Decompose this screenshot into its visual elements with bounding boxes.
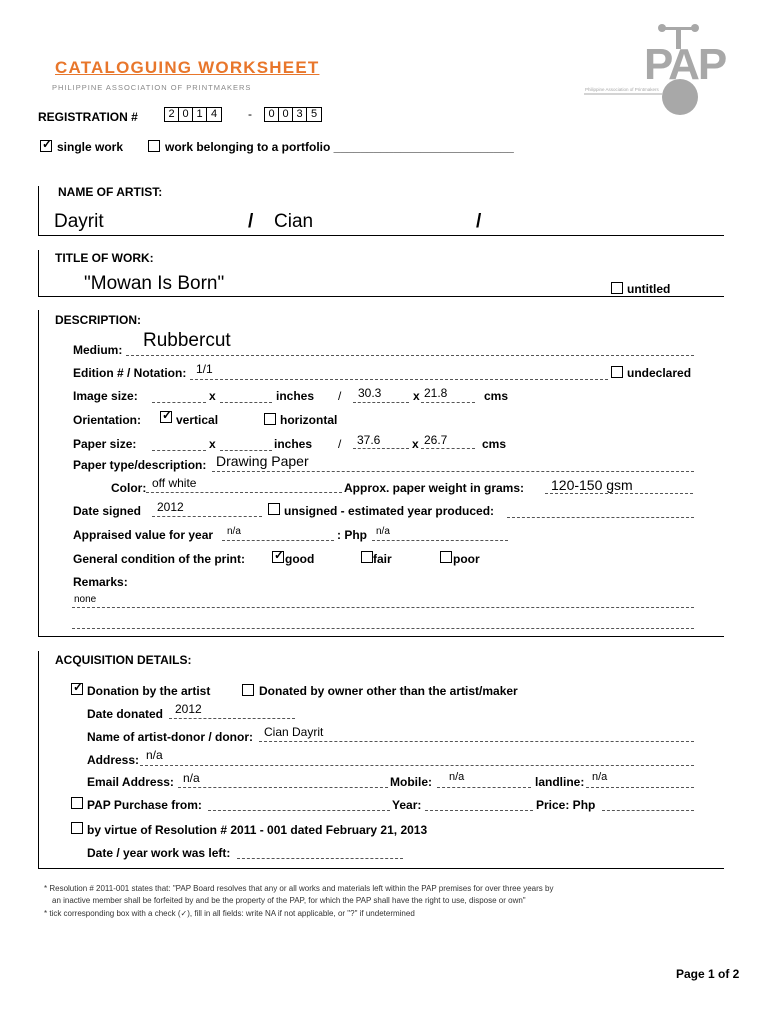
address-value[interactable]: n/a bbox=[146, 748, 163, 762]
condition-label: General condition of the print: bbox=[73, 552, 245, 566]
paper-width-cm[interactable]: 37.6 bbox=[357, 433, 381, 447]
single-work-checkbox[interactable] bbox=[40, 137, 53, 152]
artist-label: NAME OF ARTIST: bbox=[58, 185, 163, 199]
undeclared-checkbox[interactable] bbox=[611, 366, 623, 378]
year-line bbox=[425, 810, 533, 811]
single-work-label: single work bbox=[57, 140, 124, 154]
artist-first-name[interactable]: Cian bbox=[274, 211, 314, 232]
edition-line bbox=[190, 379, 608, 380]
appraised-label: Appraised value for year bbox=[73, 528, 214, 542]
pap-purchase-line bbox=[208, 810, 390, 811]
image-x: x bbox=[209, 389, 216, 403]
good-label: good bbox=[285, 552, 315, 566]
reg-digit: 5 bbox=[310, 108, 318, 120]
email-value[interactable]: n/a bbox=[183, 771, 200, 785]
paper-weight-label: Approx. paper weight in grams: bbox=[344, 481, 525, 495]
php-value[interactable]: n/a bbox=[376, 526, 390, 537]
paper-width-cm-line bbox=[353, 448, 409, 449]
poor-checkbox[interactable] bbox=[440, 551, 452, 563]
paper-x-cm: x bbox=[412, 437, 419, 451]
email-label: Email Address: bbox=[87, 775, 174, 789]
orientation-label: Orientation: bbox=[73, 413, 141, 427]
registration-number-field[interactable] bbox=[264, 107, 322, 122]
pap-logo bbox=[584, 22, 734, 118]
registration-year-field[interactable] bbox=[164, 107, 222, 122]
remarks-line-1 bbox=[72, 607, 694, 608]
medium-line bbox=[126, 355, 694, 356]
image-width-cm[interactable]: 30.3 bbox=[358, 386, 382, 400]
image-width-cm-line bbox=[353, 402, 409, 403]
image-size-label: Image size: bbox=[73, 389, 138, 403]
title-section-border bbox=[38, 250, 39, 297]
appraised-year-line bbox=[222, 540, 334, 541]
paper-type-line bbox=[212, 471, 694, 472]
check-icon: ✓ bbox=[162, 408, 173, 422]
php-label: : Php bbox=[337, 528, 367, 542]
reg-digit: 0 bbox=[265, 108, 279, 121]
reg-digit: 2 bbox=[165, 108, 179, 121]
horizontal-checkbox[interactable] bbox=[264, 413, 276, 425]
logo-text: PAP bbox=[644, 40, 726, 89]
title-label: TITLE OF WORK: bbox=[55, 251, 154, 265]
org-subtitle: PHILIPPINE ASSOCIATION OF PRINTMAKERS bbox=[52, 83, 252, 92]
image-cms: cms bbox=[484, 389, 509, 403]
logo-caption: Philippine Association of Printmakers bbox=[585, 87, 659, 92]
poor-label: poor bbox=[453, 552, 480, 566]
remarks-line-2 bbox=[72, 628, 694, 629]
vertical-label: vertical bbox=[176, 413, 219, 427]
horizontal-label: horizontal bbox=[280, 413, 338, 427]
portfolio-label: work belonging to a portfolio ___________________________ bbox=[165, 140, 514, 154]
date-donated-value[interactable]: 2012 bbox=[175, 702, 202, 716]
price-label: Price: Php bbox=[536, 798, 596, 812]
paper-height-cm-line bbox=[421, 448, 475, 449]
reg-digit: 1 bbox=[193, 108, 207, 121]
date-donated-label: Date donated bbox=[87, 707, 164, 721]
title-section-bottom bbox=[38, 296, 724, 297]
php-line bbox=[372, 540, 508, 541]
description-section-border bbox=[38, 310, 39, 637]
estimated-year-line bbox=[507, 517, 694, 518]
donor-name-label: Name of artist-donor / donor: bbox=[87, 730, 253, 744]
page-number: Page 1 of 2 bbox=[676, 967, 740, 981]
unsigned-label: unsigned - estimated year produced: bbox=[284, 504, 495, 518]
image-height-inch-line bbox=[220, 402, 272, 403]
undeclared-label: undeclared bbox=[627, 366, 692, 380]
portfolio-checkbox[interactable] bbox=[148, 140, 160, 152]
date-signed-value[interactable]: 2012 bbox=[157, 500, 184, 514]
artist-last-name[interactable]: Dayrit bbox=[54, 211, 104, 232]
medium-value[interactable]: Rubbercut bbox=[143, 330, 231, 351]
paper-weight-value[interactable]: 120-150 gsm bbox=[551, 477, 633, 493]
donation-owner-checkbox[interactable] bbox=[242, 684, 254, 696]
good-checkbox[interactable] bbox=[272, 548, 285, 563]
check-icon: ✓ bbox=[42, 137, 53, 151]
untitled-label: untitled bbox=[627, 282, 671, 296]
medium-label: Medium: bbox=[73, 343, 123, 357]
image-inches: inches bbox=[276, 389, 315, 403]
image-x-cm: x bbox=[413, 389, 420, 403]
reg-digit: 4 bbox=[210, 108, 218, 120]
artist-section-border bbox=[38, 186, 39, 236]
image-height-cm[interactable]: 21.8 bbox=[424, 386, 448, 400]
check-icon: ✓ bbox=[274, 548, 285, 562]
vertical-checkbox[interactable] bbox=[160, 408, 173, 423]
resolution-checkbox[interactable] bbox=[71, 822, 83, 834]
year-label: Year: bbox=[392, 798, 422, 812]
edition-value[interactable]: 1/1 bbox=[196, 362, 213, 376]
appraised-year-value[interactable]: n/a bbox=[227, 526, 241, 537]
artist-separator-1: / bbox=[248, 211, 254, 232]
artist-section-bottom bbox=[38, 235, 724, 236]
donor-name-value[interactable]: Cian Dayrit bbox=[264, 725, 324, 739]
worksheet-title: CATALOGUING WORKSHEET bbox=[55, 58, 320, 77]
registration-separator: - bbox=[248, 107, 252, 121]
paper-weight-line bbox=[545, 493, 693, 494]
paper-type-label: Paper type/description: bbox=[73, 458, 207, 472]
landline-label: landline: bbox=[535, 775, 585, 789]
acquisition-section-bottom bbox=[38, 868, 724, 869]
address-line bbox=[140, 765, 694, 766]
color-line bbox=[146, 492, 342, 493]
email-line bbox=[178, 787, 388, 788]
date-signed-label: Date signed bbox=[73, 504, 142, 518]
pap-purchase-checkbox[interactable] bbox=[71, 797, 83, 809]
image-width-inch-line bbox=[152, 402, 206, 403]
donation-owner-label: Donated by owner other than the artist/maker bbox=[259, 684, 518, 698]
fair-label: fair bbox=[373, 552, 392, 566]
remarks-label: Remarks: bbox=[73, 575, 128, 589]
paper-slash: / bbox=[338, 437, 342, 451]
artist-separator-2: / bbox=[476, 211, 482, 232]
resolution-label: by virtue of Resolution # 2011 - 001 dated February 21, 2013 bbox=[87, 823, 428, 837]
title-value[interactable]: "Mowan Is Born" bbox=[84, 273, 225, 294]
reg-digit: 0 bbox=[279, 108, 293, 121]
paper-height-inch-line bbox=[220, 450, 272, 451]
acquisition-label: ACQUISITION DETAILS: bbox=[55, 653, 192, 667]
check-icon: ✓ bbox=[73, 680, 84, 694]
paper-width-inch-line bbox=[152, 450, 206, 451]
paper-height-cm[interactable]: 26.7 bbox=[424, 433, 448, 447]
unsigned-checkbox[interactable] bbox=[268, 503, 280, 515]
paper-inches: inches bbox=[274, 437, 313, 451]
mobile-label: Mobile: bbox=[390, 775, 432, 789]
color-value[interactable]: off white bbox=[152, 476, 197, 490]
paper-cms: cms bbox=[482, 437, 507, 451]
paper-x: x bbox=[209, 437, 216, 451]
acquisition-section-border bbox=[38, 651, 39, 869]
footnote-instructions: * tick corresponding box with a check (✓), fill in all fields: write NA if not applicable, or "?" if undetermined bbox=[44, 909, 415, 918]
reg-digit: 0 bbox=[179, 108, 193, 121]
landline-line bbox=[586, 787, 694, 788]
registration-label: REGISTRATION # bbox=[38, 110, 138, 124]
image-height-cm-line bbox=[421, 402, 475, 403]
mobile-value[interactable]: n/a bbox=[449, 771, 465, 783]
donation-artist-checkbox[interactable] bbox=[71, 680, 84, 695]
mobile-line bbox=[437, 787, 531, 788]
edition-label: Edition # / Notation: bbox=[73, 366, 187, 380]
reg-digit: 3 bbox=[293, 108, 307, 121]
untitled-checkbox[interactable] bbox=[611, 282, 623, 294]
paper-size-label: Paper size: bbox=[73, 437, 137, 451]
description-section-bottom bbox=[38, 636, 724, 637]
remarks-value[interactable]: none bbox=[74, 594, 97, 605]
date-left-line bbox=[237, 858, 403, 859]
date-signed-line bbox=[152, 516, 262, 517]
footnote-resolution-line1: * Resolution # 2011-001 states that: "PAP Board resolves that any or all works and materials left within the PAP premises for over three years by bbox=[44, 884, 554, 893]
donation-artist-label: Donation by the artist bbox=[87, 684, 211, 698]
paper-type-value[interactable]: Drawing Paper bbox=[216, 453, 309, 469]
fair-checkbox[interactable] bbox=[361, 551, 373, 563]
date-left-label: Date / year work was left: bbox=[87, 846, 231, 860]
footnote-resolution-line2: an inactive member shall be forfeited by and be the property of the PAP, for which the PAP shall have the right to use, dispose or own" bbox=[52, 896, 526, 905]
landline-value[interactable]: n/a bbox=[592, 771, 608, 783]
address-label: Address: bbox=[87, 753, 140, 767]
donor-name-line bbox=[259, 741, 694, 742]
date-donated-line bbox=[169, 718, 295, 719]
price-line bbox=[602, 810, 694, 811]
image-slash: / bbox=[338, 389, 342, 403]
pap-purchase-label: PAP Purchase from: bbox=[87, 798, 202, 812]
color-label: Color: bbox=[111, 481, 147, 495]
description-label: DESCRIPTION: bbox=[55, 313, 142, 327]
